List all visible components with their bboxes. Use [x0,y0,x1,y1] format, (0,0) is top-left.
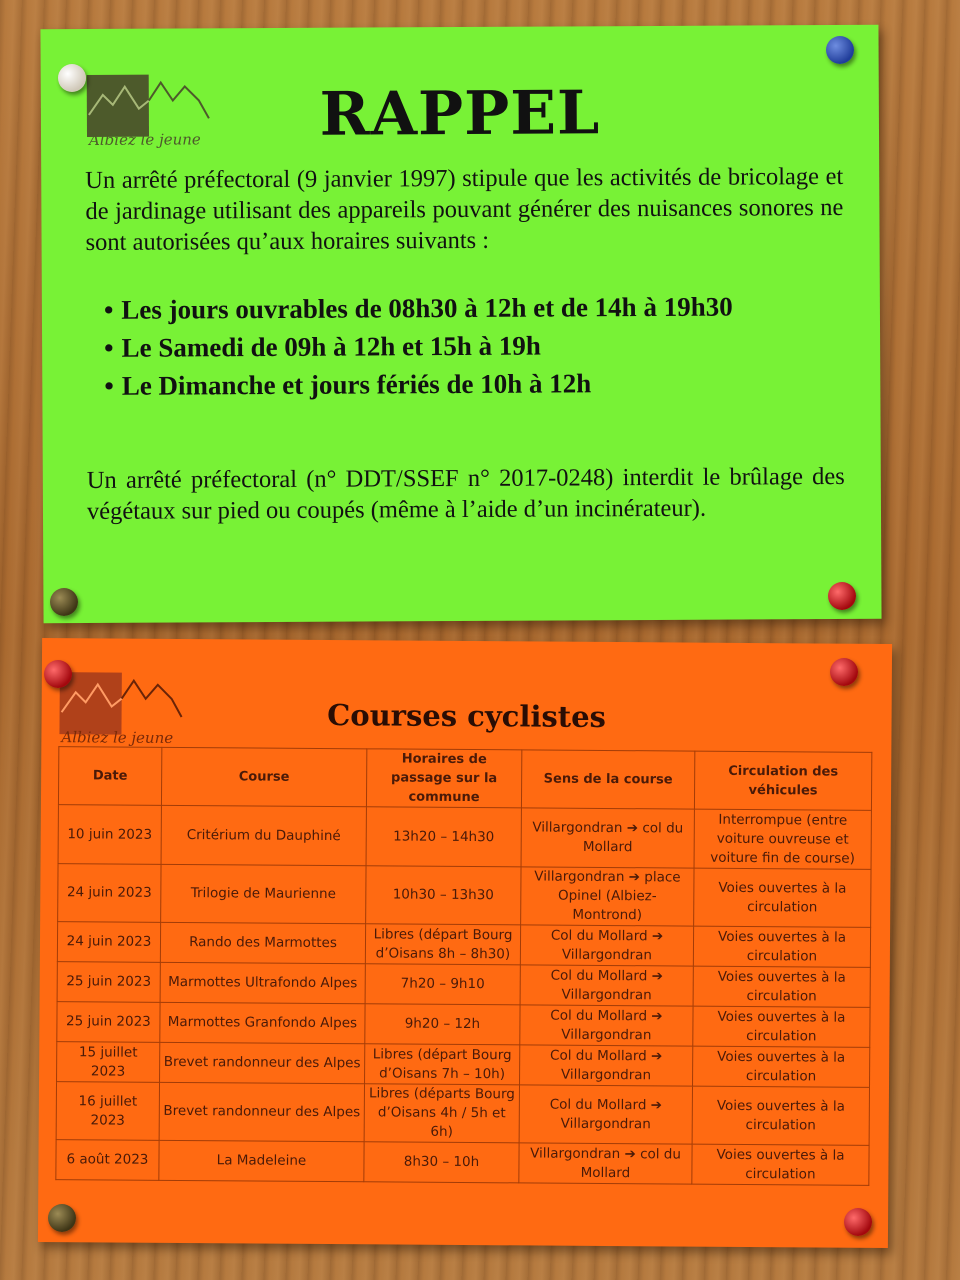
push-pin-icon [826,36,854,64]
table-row [58,864,871,928]
cell-traffic: Voies ouvertes à la circulation [693,1046,870,1087]
cell-course: Brevet randonneur des Alpes [159,1082,364,1141]
push-pin-icon [58,64,86,92]
cell-date: 10 juin 2023 [58,805,161,865]
rule-weekdays: • Les jours ouvrables de 08h30 à 12h et de 14h à 19h30 [104,288,733,329]
logo-name: Albiez le jeune [88,130,201,149]
cell-date: 25 juin 2023 [57,1002,160,1043]
push-pin-icon [48,1204,76,1232]
courses-table [55,746,872,1186]
header-date: Date [58,747,161,806]
cell-hours: 10h30 – 13h30 [366,866,521,925]
push-pin-icon [828,582,856,610]
burning-decree-text: Un arrêté préfectoral (n° DDT/SSEF n° 2017-0248) interdit le brûlage des végétaux sur pied ou coupés (même à l’aide d’un incinérateur). [86,462,845,525]
cell-course: Critérium du Dauphiné [161,805,366,865]
cell-traffic: Voies ouvertes à la circulation [693,1006,870,1047]
table-row [58,805,871,870]
cell-direction: Villargondran ➔ col du Mollard [519,1143,692,1184]
cell-date: 16 juillet 2023 [56,1082,159,1141]
rule-sunday: • Le Dimanche et jours fériés de 10h à 12h [104,364,733,405]
cell-hours: Libres (départ Bourg d’Oisans 8h – 8h30) [365,924,520,965]
cell-traffic: Voies ouvertes à la circulation [692,1144,869,1185]
rule-saturday: • Le Samedi de 09h à 12h et 15h à 19h [104,326,733,367]
cell-date: 25 juin 2023 [57,962,160,1003]
push-pin-icon [44,660,72,688]
header-hours: Horaires de passage sur la commune [366,749,521,808]
cell-date: 6 août 2023 [56,1140,159,1181]
table-row [57,1042,870,1088]
table-row [57,922,870,968]
cell-traffic: Voies ouvertes à la circulation [694,868,871,927]
cell-date: 24 juin 2023 [57,922,160,963]
cell-traffic: Voies ouvertes à la circulation [692,1086,869,1145]
push-pin-icon [50,588,78,616]
cell-traffic: Voies ouvertes à la circulation [693,926,870,967]
header-direction: Sens de la course [521,750,694,809]
rappel-title: RAPPEL [319,78,601,150]
header-traffic: Circulation des véhicules [694,751,871,810]
cell-course: Marmottes Ultrafondo Alpes [160,962,365,1003]
push-pin-icon [830,658,858,686]
cell-direction: Col du Mollard ➔ Villargondran [519,1085,692,1144]
cell-direction: Col du Mollard ➔ Villargondran [520,925,693,966]
cell-hours: Libres (départ Bourg d’Oisans 7h – 10h) [365,1044,520,1085]
cell-direction: Villargondran ➔ col du Mollard [521,808,694,868]
cell-direction: Villargondran ➔ place Opinel (Albiez-Montrond) [521,867,694,926]
cell-course: La Madeleine [159,1140,364,1181]
header-course: Course [161,747,366,806]
cell-direction: Col du Mollard ➔ Villargondran [520,1045,693,1086]
cell-hours: 7h20 – 9h10 [365,964,520,1005]
noise-decree-text: Un arrêté préfectoral (9 janvier 1997) stipule que les activités de bricolage et de jardinage utilisant des appareils pouvant générer des nuisances sonores ne sont autorisées qu’aux horaires suivants : [85,162,844,256]
courses-title: Courses cyclistes [327,698,607,734]
cell-hours: 8h30 – 10h [364,1142,519,1183]
cell-traffic: Voies ouvertes à la circulation [693,966,870,1007]
table-row [56,1140,869,1186]
push-pin-icon [844,1208,872,1236]
table-row [57,1002,870,1048]
cell-hours: 13h20 – 14h30 [366,807,521,867]
cell-hours: 9h20 – 12h [365,1004,520,1045]
cell-traffic: Interrompue (entre voiture ouvreuse et voiture fin de course) [694,809,871,869]
cell-date: 15 juillet 2023 [57,1042,160,1083]
cell-course: Trilogie de Maurienne [161,864,366,923]
allowed-hours-list [104,288,733,405]
table-header-row [58,747,871,811]
rappel-notice [40,25,881,623]
logo-name: Albiez le jeune [61,728,174,747]
courses-notice [38,638,892,1248]
cell-date: 24 juin 2023 [58,864,161,923]
cell-course: Rando des Marmottes [160,922,365,963]
cell-hours: Libres (départs Bourg d’Oisans 4h / 5h et 6h) [364,1084,519,1143]
table-row [56,1082,869,1146]
cell-course: Brevet randonneur des Alpes [160,1042,365,1083]
table-row [57,962,870,1008]
cell-course: Marmottes Granfondo Alpes [160,1002,365,1043]
cell-direction: Col du Mollard ➔ Villargondran [520,965,693,1006]
cell-direction: Col du Mollard ➔ Villargondran [520,1005,693,1046]
